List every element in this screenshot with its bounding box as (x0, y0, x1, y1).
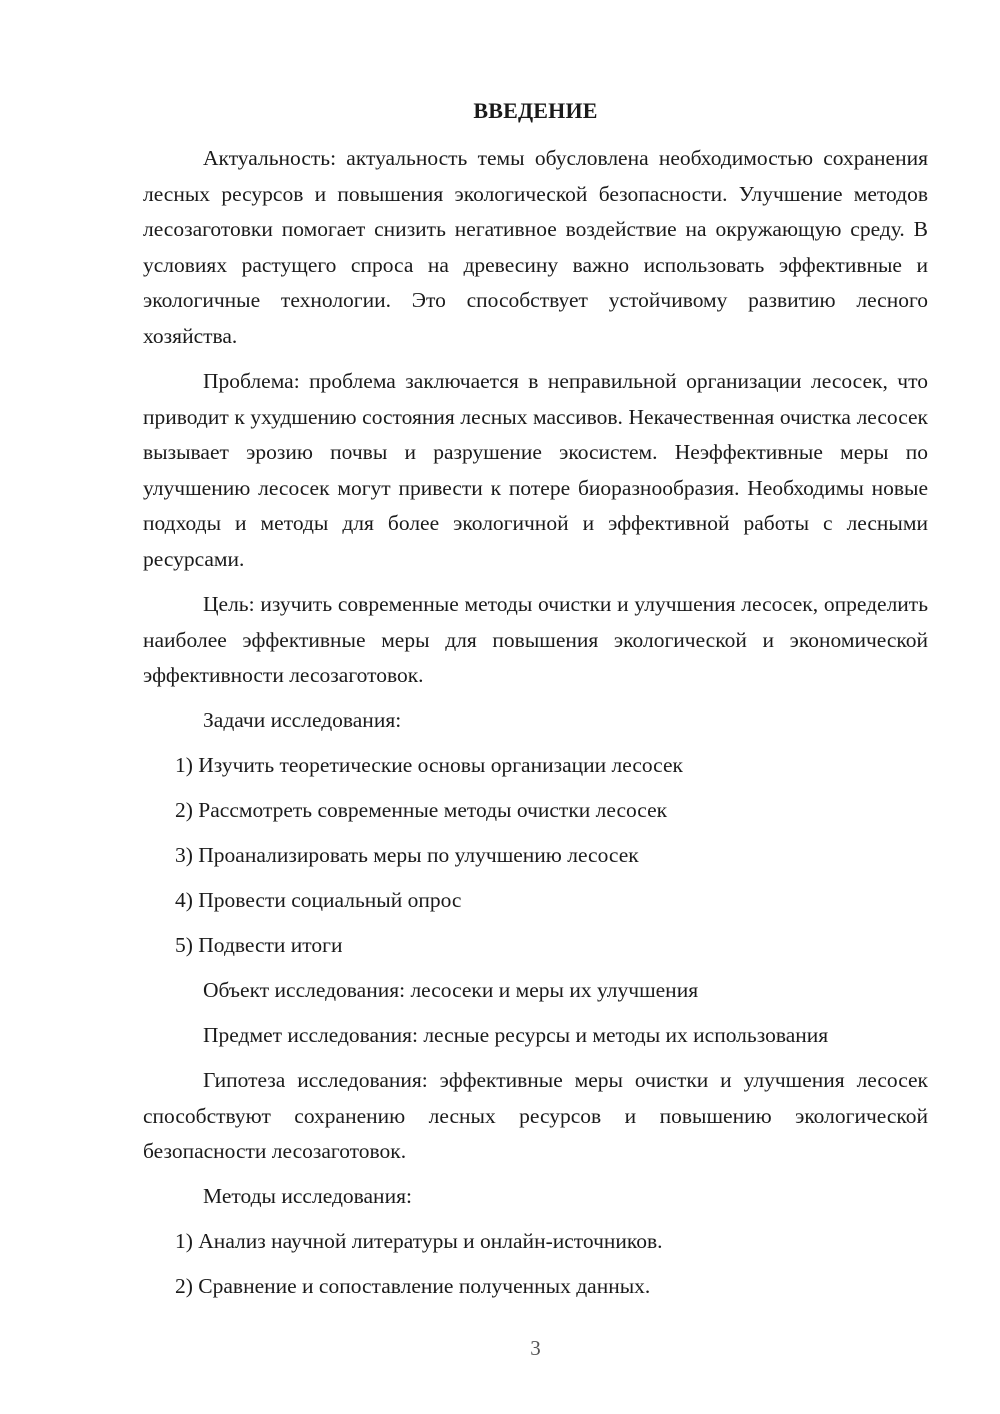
tasks-heading: Задачи исследования: (203, 708, 402, 732)
goal-paragraph: Цель: изучить современные методы очистки и улучшения лесосек, определить наиболее эффективные меры для повышения экологической и экономической эффективности лесозаготовок. (143, 592, 928, 687)
task-item-3: 3) Проанализировать меры по улучшению лесосек (175, 843, 639, 867)
task-item-2: 2) Рассмотреть современные методы очистки лесосек (175, 798, 668, 822)
document-page (143, 0, 928, 1414)
research-object: Объект исследования: лесосеки и меры их улучшения (203, 978, 699, 1002)
relevance-paragraph: Актуальность: актуальность темы обусловлена необходимостью сохранения лесных ресурсов и повышения экологической безопасности. Улучшение методов лесозаготовки помогает снизить негативное воздействие на окружающую среду. В условиях растущего спроса на древесину важно использовать эффективные и экологичные технологии. Это способствует устойчивому развитию лесного хозяйства. (143, 146, 928, 348)
page-title: ВВЕДЕНИЕ (473, 98, 598, 123)
task-item-1: 1) Изучить теоретические основы организации лесосек (175, 753, 683, 777)
research-subject: Предмет исследования: лесные ресурсы и методы их использования (203, 1023, 829, 1047)
task-item-5: 5) Подвести итоги (175, 933, 343, 957)
method-item-2: 2) Сравнение и сопоставление полученных данных. (175, 1274, 651, 1298)
methods-heading: Методы исследования: (203, 1184, 412, 1208)
hypothesis-paragraph: Гипотеза исследования: эффективные меры очистки и улучшения лесосек способствуют сохранению лесных ресурсов и повышению экологической безопасности лесозаготовок. (143, 1068, 928, 1163)
method-item-1: 1) Анализ научной литературы и онлайн-источников. (175, 1229, 663, 1253)
problem-paragraph: Проблема: проблема заключается в неправильной организации лесосек, что приводит к ухудшению состояния лесных массивов. Некачественная очистка лесосек вызывает эрозию почвы и разрушение экосистем. Неэффективные меры по улучшению лесосек могут привести к потере биоразнообразия. Необходимы новые подходы и методы для более экологичной и эффективной работы с лесными ресурсами. (143, 369, 928, 571)
document-body (143, 141, 928, 1305)
page-number: 3 (530, 1336, 541, 1360)
task-item-4: 4) Провести социальный опрос (175, 888, 462, 912)
